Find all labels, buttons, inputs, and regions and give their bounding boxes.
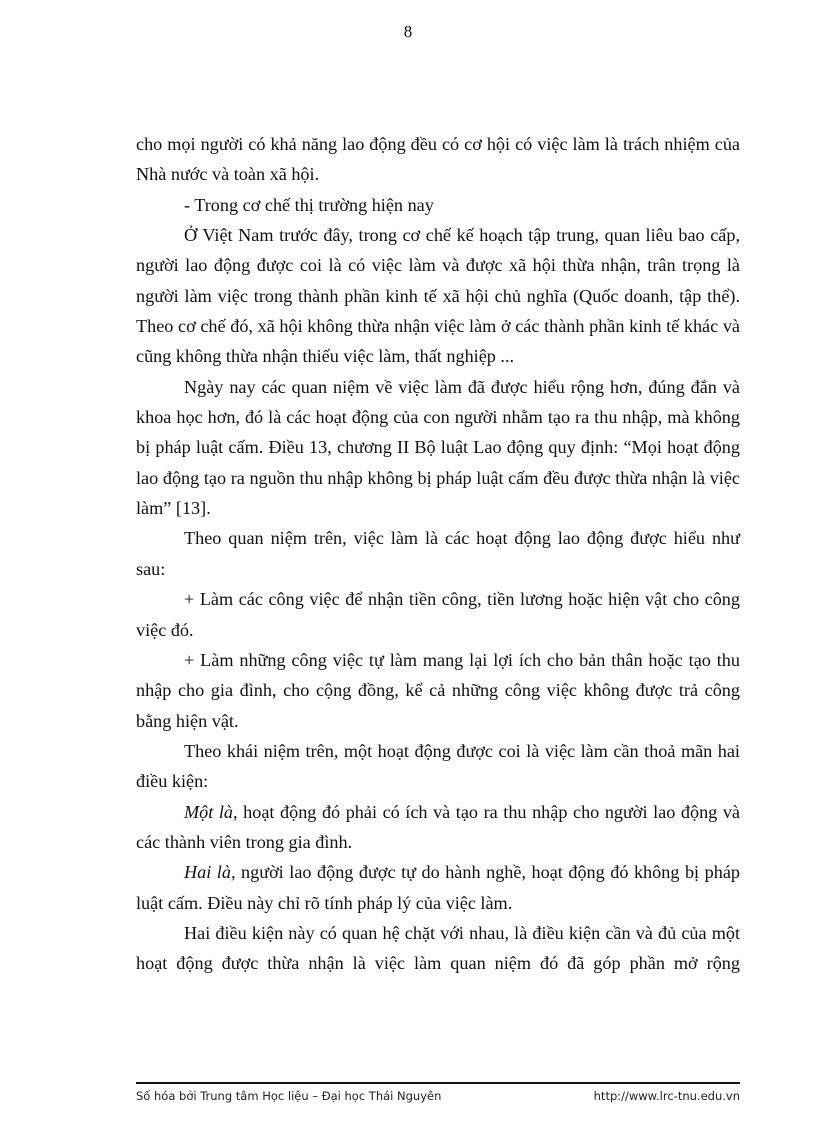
paragraph-nowadays: Ngày nay các quan niệm về việc làm đã được hiểu rộng hơn, đúng đắn và khoa học hơn, đó là các hoạt động của con người nhằm tạo ra thu nhập, mà không bị pháp luật cấm. Điều 13, chương II Bộ luật Lao động quy định: “Mọi hoạt động lao động tạo ra nguồn thu nhập không bị pháp luật cấm đều được thừa nhận là việc làm” [13].	[136, 376, 740, 519]
paragraph-vietnam-before: Ở Việt Nam trước đây, trong cơ chế kế hoạch tập trung, quan liêu bao cấp, người lao động được coi là có việc làm và được xã hội thừa nhận, trân trọng là người làm việc trong thành phần kinh tế xã hội chủ nghĩa (Quốc doanh, tập thể). Theo cơ chế đó, xã hội không thừa nhận việc làm ở các thành phần kinh tế khác và cũng không thừa nhận thiếu việc làm, thất nghiệp ...	[136, 225, 740, 367]
paragraph-bullet-1: + Làm các công việc để nhận tiền công, tiền lương hoặc hiện vật cho công việc đó.	[136, 589, 740, 640]
condition-two-lead: Hai là,	[184, 862, 236, 883]
document-body	[136, 129, 740, 979]
paragraph-bullet-2: + Làm những công việc tự làm mang lại lợi ích cho bản thân hoặc tạo thu nhập cho gia đình, cho cộng đồng, kể cả những công việc không được trả công bằng hiện vật.	[136, 649, 740, 731]
footer-divider	[136, 1082, 740, 1084]
paragraph-condition-two	[136, 857, 740, 918]
condition-one-lead: Một là,	[184, 801, 238, 822]
paragraph-condition-one	[136, 797, 740, 858]
paragraph-conclusion: Hai điều kiện này có quan hệ chặt với nhau, là điều kiện cần và đủ của một hoạt động được thừa nhận là việc làm quan niệm đó đã góp phần mở rộng	[136, 922, 740, 974]
condition-one-text: hoạt động đó phải có ích và tạo ra thu nhập cho người lao động và các thành viên trong gia đình.	[136, 801, 740, 852]
paragraph-concept-intro: Theo quan niệm trên, việc làm là các hoạt động lao động được hiểu như sau:	[136, 528, 740, 579]
paragraph-continuation: cho mọi người có khả năng lao động đều có cơ hội có việc làm là trách nhiệm của Nhà nước và toàn xã hội.	[136, 134, 740, 185]
footer-url: http://www.lrc-tnu.edu.vn	[593, 1089, 740, 1103]
paragraph-heading-market: - Trong cơ chế thị trường hiện nay	[184, 194, 434, 215]
condition-two-text: người lao động được tự do hành nghề, hoạt động đó không bị pháp luật cấm. Điều này chỉ rõ tính pháp lý của việc làm.	[136, 862, 740, 913]
footer-source: Số hóa bởi Trung tâm Học liệu – Đại học Thái Nguyên	[136, 1089, 442, 1103]
paragraph-two-conditions: Theo khái niệm trên, một hoạt động được coi là việc làm cần thoả mãn hai điều kiện:	[136, 740, 740, 792]
page-number: 8	[403, 22, 413, 41]
page-footer	[136, 1089, 740, 1107]
